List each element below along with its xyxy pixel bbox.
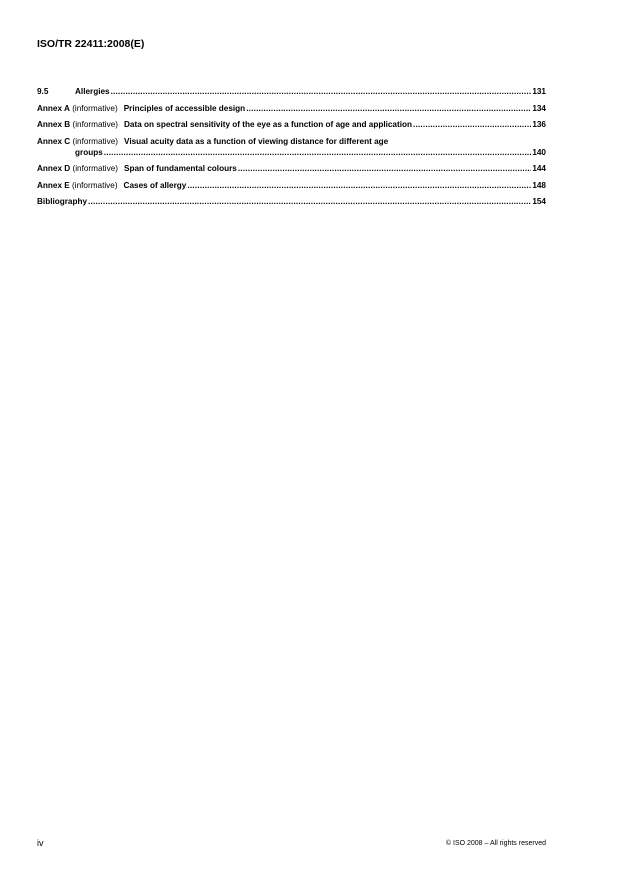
footer-page-number: iv [37,838,44,848]
toc-leader-dots [104,147,532,158]
toc-leader-dots [111,86,532,97]
toc-entry-page: 136 [532,120,546,129]
toc-annex-prefix [37,136,124,147]
toc-entry-title: Span of fundamental colours [124,164,237,173]
toc-entry-title: Allergies [75,87,110,96]
toc-entry-page: 154 [532,197,546,206]
toc-entry-annex-d[interactable] [37,163,546,174]
toc-entry-title: Data on spectral sensitivity of the eye as a function of age and application [124,120,412,129]
toc-annex-qualifier: (informative) [72,103,118,113]
toc-entry-page: 140 [532,147,546,157]
toc-annex-qualifier: (informative) [72,120,118,129]
toc-entry-annex-a[interactable] [37,103,546,114]
toc-annex-label: Annex D [37,164,71,173]
toc-entry-title: Visual acuity data as a function of viewing distance for different age [124,136,389,146]
toc-leader-dots [88,196,531,207]
toc-entry-page: 144 [532,164,546,173]
toc-annex-label: Annex B [37,120,71,129]
toc-annex-qualifier: (informative) [72,164,118,173]
toc-entry-page: 131 [532,87,546,96]
toc-leader-dots [187,180,531,191]
table-of-contents [37,86,546,213]
toc-entry-bibliography[interactable] [37,196,546,207]
toc-entry-title-continued: groups [75,147,103,157]
toc-entry-annex-c[interactable] [37,136,546,158]
toc-entry-annex-e[interactable] [37,180,546,191]
footer-copyright: © ISO 2008 – All rights reserved [445,840,546,847]
toc-annex-label: Annex C [37,136,71,146]
toc-leader-dots [413,119,531,130]
toc-entry-title: Cases of allergy [123,180,187,190]
toc-annex-prefix [37,180,124,191]
toc-annex-prefix [37,163,124,174]
toc-annex-label: Annex E [37,180,70,190]
toc-entry-page: 134 [532,103,546,113]
toc-entry-title: Principles of accessible design [123,103,246,113]
toc-leader-dots [246,103,531,114]
toc-annex-prefix [37,119,124,130]
toc-annex-label: Annex A [37,103,70,113]
toc-entry-page: 148 [532,180,546,190]
toc-entry-title: Bibliography [37,197,88,206]
toc-annex-qualifier: (informative) [72,136,118,146]
toc-entry-allergies[interactable] [37,86,546,97]
toc-leader-dots [238,163,532,174]
toc-entry-number: 9.5 [37,87,49,96]
toc-annex-qualifier: (informative) [72,180,118,190]
document-header: ISO/TR 22411:2008(E) [37,38,145,50]
toc-annex-prefix [37,103,124,114]
toc-entry-annex-b[interactable] [37,119,546,130]
